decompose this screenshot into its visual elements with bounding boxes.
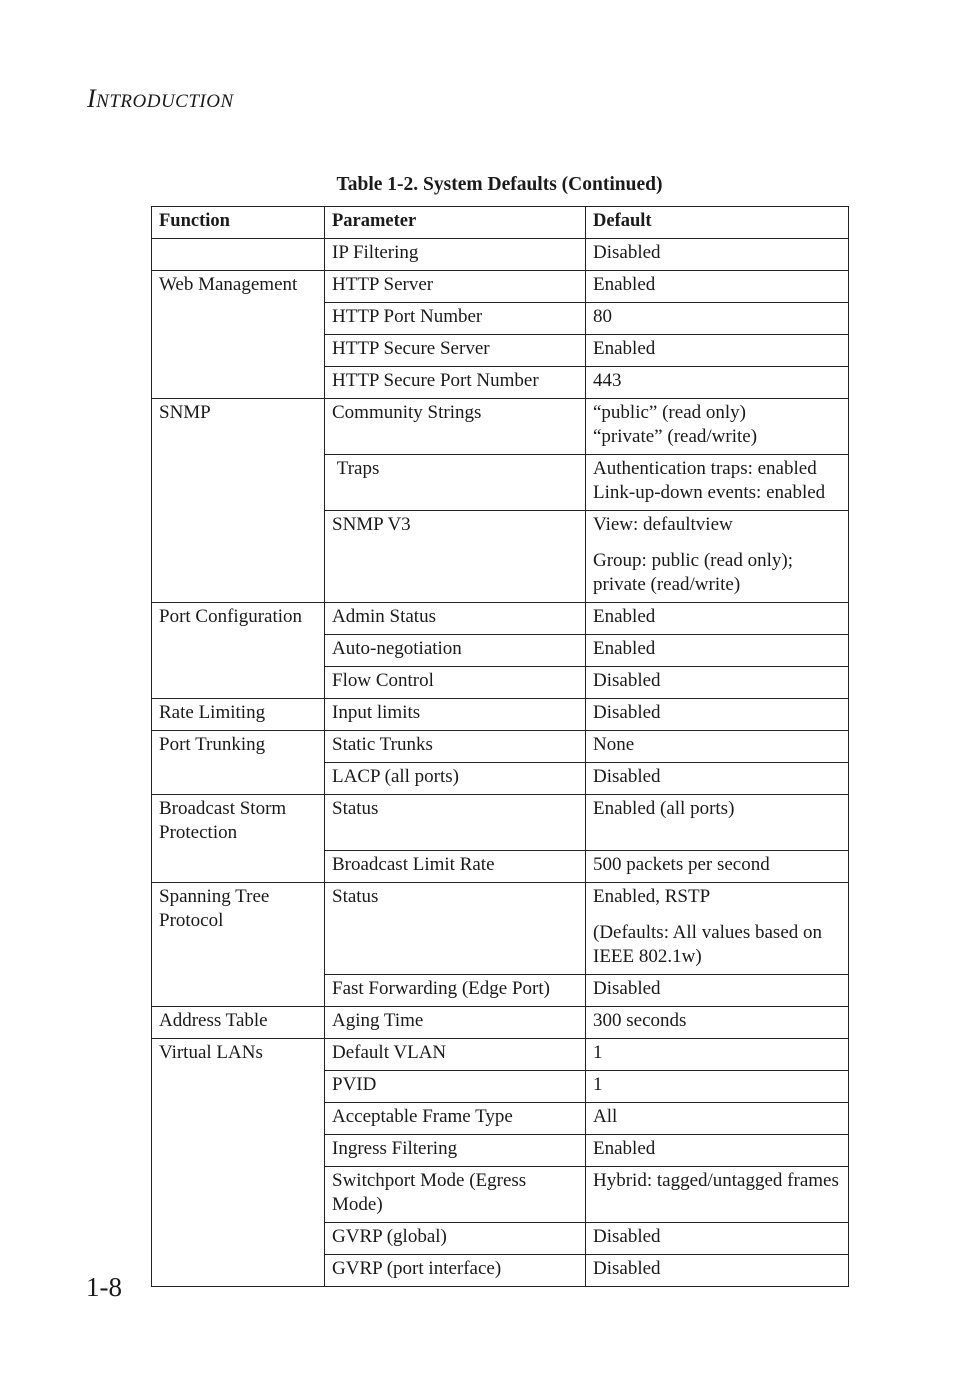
parameter-cell: HTTP Secure Port Number (325, 367, 586, 399)
function-cell (152, 455, 325, 511)
parameter-cell: Ingress Filtering (325, 1134, 586, 1166)
default-cell (586, 795, 849, 851)
parameter-cell: LACP (all ports) (325, 763, 586, 795)
function-cell (152, 1102, 325, 1134)
running-head-initial: I (87, 84, 97, 113)
default-cell (586, 367, 849, 399)
default-value: Disabled (593, 766, 661, 787)
function-cell (152, 850, 325, 882)
function-cell: Virtual LANs (152, 1038, 325, 1070)
table-body (152, 239, 849, 1287)
function-cell (152, 1166, 325, 1222)
running-head (87, 84, 234, 114)
default-value: (Defaults: All values based on IEEE 802.1w) (593, 921, 823, 967)
default-value: Disabled (593, 1257, 661, 1279)
system-defaults-table (151, 206, 849, 1287)
table-row (152, 1254, 849, 1286)
parameter-cell: Broadcast Limit Rate (325, 850, 586, 882)
table-row (152, 882, 849, 974)
default-value: Authentication traps: enabled (593, 458, 817, 479)
default-value: 500 packets per second (593, 853, 770, 875)
parameter-cell: HTTP Port Number (325, 303, 586, 335)
default-value: Disabled (593, 977, 661, 999)
parameter-cell: HTTP Secure Server (325, 335, 586, 367)
default-value: 300 seconds (593, 1009, 687, 1031)
default-cell (586, 511, 849, 603)
running-head-text: NTRODUCTION (96, 91, 234, 112)
column-header-default: Default (586, 207, 849, 239)
table-row (152, 239, 849, 271)
function-cell (152, 1134, 325, 1166)
default-value: Enabled (593, 606, 656, 627)
default-cell (586, 399, 849, 455)
default-value: Hybrid: tagged/untagged frames (593, 1169, 839, 1191)
parameter-cell: Acceptable Frame Type (325, 1102, 586, 1134)
default-value: Enabled (593, 274, 656, 295)
default-value: Disabled (593, 702, 661, 723)
parameter-cell: IP Filtering (325, 239, 586, 271)
table-row (152, 974, 849, 1006)
function-cell (152, 511, 325, 603)
table-row (152, 1070, 849, 1102)
function-cell (152, 303, 325, 335)
parameter-cell: Static Trunks (325, 731, 586, 763)
parameter-cell: Auto-negotiation (325, 635, 586, 667)
default-value: Enabled (593, 638, 656, 659)
table-row (152, 367, 849, 399)
default-cell (586, 1038, 849, 1070)
function-cell (152, 1070, 325, 1102)
table-row (152, 603, 849, 635)
table-row (152, 511, 849, 603)
parameter-cell: Status (325, 882, 586, 974)
parameter-cell: Community Strings (325, 399, 586, 455)
default-cell (586, 303, 849, 335)
table-row (152, 1166, 849, 1222)
function-cell: Port Trunking (152, 731, 325, 763)
parameter-cell: GVRP (global) (325, 1222, 586, 1254)
default-value: View: defaultview (593, 514, 733, 535)
function-cell: Rate Limiting (152, 699, 325, 731)
default-cell (586, 763, 849, 795)
table-row (152, 850, 849, 882)
function-cell (152, 367, 325, 399)
parameter-cell: Traps (325, 455, 586, 511)
column-header-parameter: Parameter (325, 207, 586, 239)
table-caption: Table 1-2. System Defaults (Continued) (336, 174, 663, 195)
default-cell (586, 731, 849, 763)
default-cell (586, 974, 849, 1006)
default-value: Group: public (read only); private (read/write) (593, 550, 793, 595)
default-value: 443 (593, 370, 622, 391)
default-value: Enabled, RSTP (593, 885, 711, 907)
table-row (152, 667, 849, 699)
function-cell (152, 1222, 325, 1254)
default-cell (586, 635, 849, 667)
default-cell (586, 1006, 849, 1038)
table-row (152, 699, 849, 731)
default-cell (586, 667, 849, 699)
function-cell (152, 1254, 325, 1286)
table-row (152, 1038, 849, 1070)
function-cell: SNMP (152, 399, 325, 455)
default-value: Disabled (593, 242, 661, 263)
parameter-cell: Flow Control (325, 667, 586, 699)
function-cell: Port Configuration (152, 603, 325, 635)
function-cell: Broadcast Storm Protection (152, 795, 325, 851)
default-cell (586, 1222, 849, 1254)
table-row (152, 335, 849, 367)
parameter-cell: Fast Forwarding (Edge Port) (325, 974, 586, 1006)
default-cell (586, 882, 849, 974)
default-value: Link-up-down events: enabled (593, 482, 826, 503)
page-number: 1-8 (86, 1272, 122, 1302)
parameter-cell: HTTP Server (325, 271, 586, 303)
function-cell (152, 239, 325, 271)
default-cell (586, 1070, 849, 1102)
default-value: 80 (593, 306, 612, 327)
default-value: “private” (read/write) (593, 426, 758, 447)
default-cell (586, 271, 849, 303)
parameter-cell: PVID (325, 1070, 586, 1102)
default-cell (586, 699, 849, 731)
parameter-cell: Admin Status (325, 603, 586, 635)
parameter-cell: Input limits (325, 699, 586, 731)
parameter-cell: Status (325, 795, 586, 851)
default-cell (586, 850, 849, 882)
table-row (152, 1222, 849, 1254)
parameter-cell: Switchport Mode (Egress Mode) (325, 1166, 586, 1222)
table-row (152, 271, 849, 303)
parameter-cell: Aging Time (325, 1006, 586, 1038)
default-value: 1 (593, 1073, 603, 1095)
default-value: Enabled (593, 338, 656, 359)
default-value: Enabled (all ports) (593, 798, 735, 819)
default-value: Enabled (593, 1137, 656, 1159)
table-row (152, 635, 849, 667)
function-cell: Web Management (152, 271, 325, 303)
default-value: None (593, 734, 635, 755)
table-row (152, 795, 849, 851)
table-row (152, 1134, 849, 1166)
function-cell (152, 635, 325, 667)
default-value: Disabled (593, 670, 661, 691)
parameter-cell: Default VLAN (325, 1038, 586, 1070)
default-value: 1 (593, 1041, 603, 1063)
table-row (152, 1006, 849, 1038)
default-value: Disabled (593, 1225, 661, 1247)
function-cell (152, 667, 325, 699)
table-row (152, 1102, 849, 1134)
parameter-cell: GVRP (port interface) (325, 1254, 586, 1286)
function-cell (152, 335, 325, 367)
default-value: All (593, 1105, 618, 1127)
table-row (152, 399, 849, 455)
default-cell (586, 335, 849, 367)
function-cell: Address Table (152, 1006, 325, 1038)
column-header-function: Function (152, 207, 325, 239)
default-cell (586, 603, 849, 635)
table-header-row (152, 207, 849, 239)
default-value: “public” (read only) (593, 402, 746, 423)
default-cell (586, 239, 849, 271)
default-cell (586, 1102, 849, 1134)
default-cell (586, 455, 849, 511)
function-cell: Spanning Tree Protocol (152, 882, 325, 974)
default-cell (586, 1254, 849, 1286)
parameter-cell: SNMP V3 (325, 511, 586, 603)
function-cell (152, 763, 325, 795)
function-cell (152, 974, 325, 1006)
default-cell (586, 1134, 849, 1166)
table-row (152, 455, 849, 511)
table-row (152, 303, 849, 335)
table-row (152, 731, 849, 763)
table-row (152, 763, 849, 795)
default-cell (586, 1166, 849, 1222)
